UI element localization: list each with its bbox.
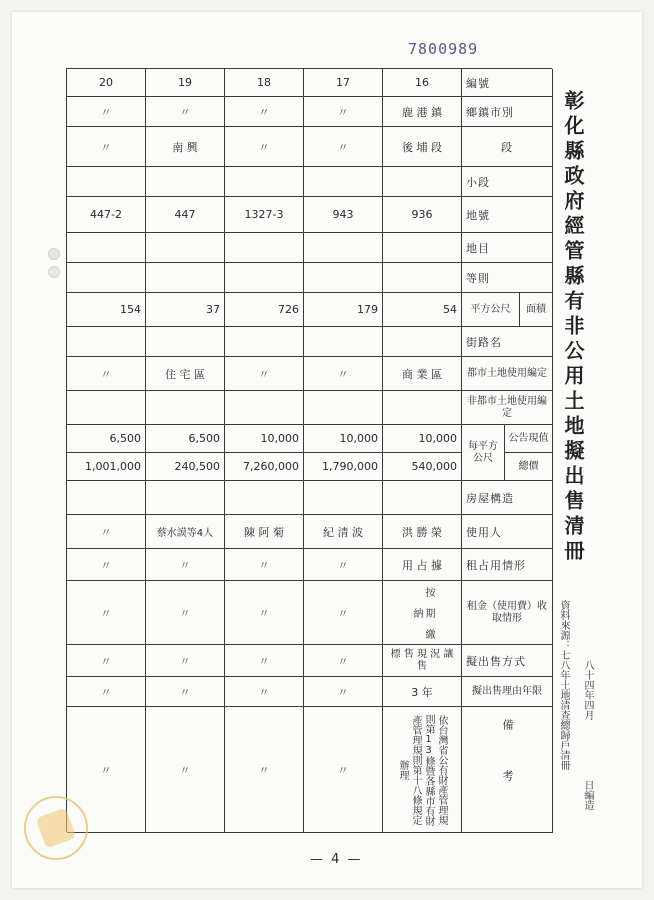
cell-years-c19: 〃 bbox=[146, 677, 225, 707]
cell-lot-c18: 1327-3 bbox=[225, 197, 304, 233]
cell-district-c19: 〃 bbox=[146, 97, 225, 127]
cell-id-c18: 18 bbox=[225, 69, 304, 97]
cell-rent-c18: 〃 bbox=[225, 581, 304, 645]
cell-subsection-c18 bbox=[225, 167, 304, 197]
page-number: — 4 — bbox=[310, 852, 363, 867]
label-total-price: 總價 bbox=[505, 453, 553, 481]
cell-nonurban-c20 bbox=[67, 391, 146, 425]
cell-area-c18: 726 bbox=[225, 293, 304, 327]
cell-lot-c16: 936 bbox=[383, 197, 462, 233]
cell-total-c20: 1,001,000 bbox=[67, 453, 146, 481]
label-remarks: 備考 bbox=[501, 718, 514, 821]
cell-grade-c18 bbox=[225, 263, 304, 293]
label-area-unit: 平方公尺 bbox=[462, 293, 520, 327]
cell-user-c19: 蔡水謨等4人 bbox=[146, 515, 225, 549]
label-remarks-cell bbox=[462, 707, 553, 833]
cell-building-c16 bbox=[383, 481, 462, 515]
cell-subsection-c17 bbox=[304, 167, 383, 197]
cell-street-c16 bbox=[383, 327, 462, 357]
cell-building-c17 bbox=[304, 481, 383, 515]
cell-total-c19: 240,500 bbox=[146, 453, 225, 481]
cell-district-c18: 〃 bbox=[225, 97, 304, 127]
cell-total-c16: 540,000 bbox=[383, 453, 462, 481]
label-grade: 等則 bbox=[462, 263, 553, 293]
cell-urban-c17: 〃 bbox=[304, 357, 383, 391]
label-nonurban-use: 非都市土地使用編定 bbox=[462, 391, 553, 425]
cell-section-c16: 後 埔 段 bbox=[383, 127, 462, 167]
cell-lot-c17: 943 bbox=[304, 197, 383, 233]
label-value-unit: 每平方公尺 bbox=[462, 425, 505, 481]
cell-street-c18 bbox=[225, 327, 304, 357]
cell-remarks-c17: 〃 bbox=[304, 707, 383, 833]
cell-category-c16 bbox=[383, 233, 462, 263]
label-lease: 租占用情形 bbox=[462, 549, 553, 581]
cell-method-c16: 標 售 現 況 讓 售 bbox=[383, 645, 462, 677]
cell-grade-c16 bbox=[383, 263, 462, 293]
cell-nonurban-c18 bbox=[225, 391, 304, 425]
cell-id-c16: 16 bbox=[383, 69, 462, 97]
label-district: 鄉鎮市別 bbox=[462, 97, 553, 127]
watermark-logo bbox=[24, 796, 88, 860]
cell-street-c17 bbox=[304, 327, 383, 357]
cell-rent-c20: 〃 bbox=[67, 581, 146, 645]
cell-rent-c17: 〃 bbox=[304, 581, 383, 645]
cell-value-c19: 6,500 bbox=[146, 425, 225, 453]
cell-lease-c20: 〃 bbox=[67, 549, 146, 581]
cell-category-c20 bbox=[67, 233, 146, 263]
cell-user-c18: 陳 阿 菊 bbox=[225, 515, 304, 549]
cell-remarks-c19: 〃 bbox=[146, 707, 225, 833]
cell-lease-c19: 〃 bbox=[146, 549, 225, 581]
label-building: 房屋構造 bbox=[462, 481, 553, 515]
cell-category-c19 bbox=[146, 233, 225, 263]
label-value: 公告現值 bbox=[505, 425, 553, 453]
cell-urban-c18: 〃 bbox=[225, 357, 304, 391]
cell-value-c17: 10,000 bbox=[304, 425, 383, 453]
date-suffix: 日編造 bbox=[582, 780, 593, 810]
cell-section-c18: 〃 bbox=[225, 127, 304, 167]
cell-years-c16: 3 年 bbox=[383, 677, 462, 707]
cell-lease-c17: 〃 bbox=[304, 549, 383, 581]
cell-grade-c17 bbox=[304, 263, 383, 293]
cell-area-c17: 179 bbox=[304, 293, 383, 327]
cell-district-c17: 〃 bbox=[304, 97, 383, 127]
punch-hole bbox=[48, 266, 60, 278]
label-lot: 地號 bbox=[462, 197, 553, 233]
cell-method-c18: 〃 bbox=[225, 645, 304, 677]
cell-section-c17: 〃 bbox=[304, 127, 383, 167]
cell-nonurban-c16 bbox=[383, 391, 462, 425]
label-sale-method: 擬出售方式 bbox=[462, 645, 553, 677]
label-urban-use: 都市土地使用編定 bbox=[462, 357, 553, 391]
cell-section-c20: 〃 bbox=[67, 127, 146, 167]
cell-years-c20: 〃 bbox=[67, 677, 146, 707]
cell-street-c19 bbox=[146, 327, 225, 357]
cell-lease-c18: 〃 bbox=[225, 549, 304, 581]
punch-hole bbox=[48, 248, 60, 260]
label-id: 編號 bbox=[462, 69, 553, 97]
rent-status-text: 按 期 繳 納 bbox=[411, 586, 434, 639]
cell-method-c17: 〃 bbox=[304, 645, 383, 677]
cell-grade-c20 bbox=[67, 263, 146, 293]
cell-area-c16: 54 bbox=[383, 293, 462, 327]
label-user: 使用人 bbox=[462, 515, 553, 549]
cell-grade-c19 bbox=[146, 263, 225, 293]
cell-lot-c19: 447 bbox=[146, 197, 225, 233]
cell-subsection-c16 bbox=[383, 167, 462, 197]
label-section: 段 bbox=[462, 127, 553, 167]
cell-method-c19: 〃 bbox=[146, 645, 225, 677]
cell-user-c20: 〃 bbox=[67, 515, 146, 549]
remarks-text: 依台灣省公有財產管理規則第13條暨各縣市有財產管理規則第十八條規定辦理 bbox=[397, 713, 447, 826]
cell-category-c18 bbox=[225, 233, 304, 263]
cell-building-c18 bbox=[225, 481, 304, 515]
cell-remarks-c18: 〃 bbox=[225, 707, 304, 833]
cell-building-c19 bbox=[146, 481, 225, 515]
cell-nonurban-c19 bbox=[146, 391, 225, 425]
cell-value-c16: 10,000 bbox=[383, 425, 462, 453]
cell-nonurban-c17 bbox=[304, 391, 383, 425]
label-rent: 租金（使用費）收取情形 bbox=[462, 581, 553, 645]
cell-street-c20 bbox=[67, 327, 146, 357]
cell-id-c17: 17 bbox=[304, 69, 383, 97]
cell-area-c19: 37 bbox=[146, 293, 225, 327]
cell-rent-c19: 〃 bbox=[146, 581, 225, 645]
logo-shape bbox=[35, 807, 76, 848]
date-note: 八十四年四月 bbox=[582, 660, 593, 720]
cell-lease-c16: 用 占 據 bbox=[383, 549, 462, 581]
cell-district-c20: 〃 bbox=[67, 97, 146, 127]
label-street: 街路名 bbox=[462, 327, 553, 357]
cell-rent-c16 bbox=[383, 581, 462, 645]
cell-district-c16: 鹿 港 鎮 bbox=[383, 97, 462, 127]
cell-subsection-c19 bbox=[146, 167, 225, 197]
cell-urban-c20: 〃 bbox=[67, 357, 146, 391]
cell-lot-c20: 447-2 bbox=[67, 197, 146, 233]
label-area: 面積 bbox=[520, 293, 553, 327]
cell-area-c20: 154 bbox=[67, 293, 146, 327]
label-category: 地目 bbox=[462, 233, 553, 263]
cell-user-c16: 洪 勝 榮 bbox=[383, 515, 462, 549]
cell-total-c17: 1,790,000 bbox=[304, 453, 383, 481]
cell-building-c20 bbox=[67, 481, 146, 515]
cell-urban-c19: 住 宅 區 bbox=[146, 357, 225, 391]
land-sale-table bbox=[66, 68, 552, 832]
cell-remarks-c16 bbox=[383, 707, 462, 833]
cell-subsection-c20 bbox=[67, 167, 146, 197]
cell-id-c19: 19 bbox=[146, 69, 225, 97]
cell-remarks-c20: 〃 bbox=[67, 707, 146, 833]
cell-method-c20: 〃 bbox=[67, 645, 146, 677]
cell-id-c20: 20 bbox=[67, 69, 146, 97]
source-note: 資料來源：七八年土地清查總歸戶清冊 bbox=[558, 600, 569, 770]
document-title: 彰化縣政府經管縣有非公用土地擬出售清冊 bbox=[561, 90, 585, 565]
cell-section-c19: 南 興 bbox=[146, 127, 225, 167]
cell-years-c18: 〃 bbox=[225, 677, 304, 707]
cell-user-c17: 紀 清 波 bbox=[304, 515, 383, 549]
cell-years-c17: 〃 bbox=[304, 677, 383, 707]
label-years: 擬出售理由年限 bbox=[462, 677, 553, 707]
label-subsection: 小段 bbox=[462, 167, 553, 197]
cell-category-c17 bbox=[304, 233, 383, 263]
serial-number: 7800989 bbox=[408, 40, 479, 58]
cell-value-c18: 10,000 bbox=[225, 425, 304, 453]
cell-urban-c16: 商 業 區 bbox=[383, 357, 462, 391]
cell-value-c20: 6,500 bbox=[67, 425, 146, 453]
cell-total-c18: 7,260,000 bbox=[225, 453, 304, 481]
